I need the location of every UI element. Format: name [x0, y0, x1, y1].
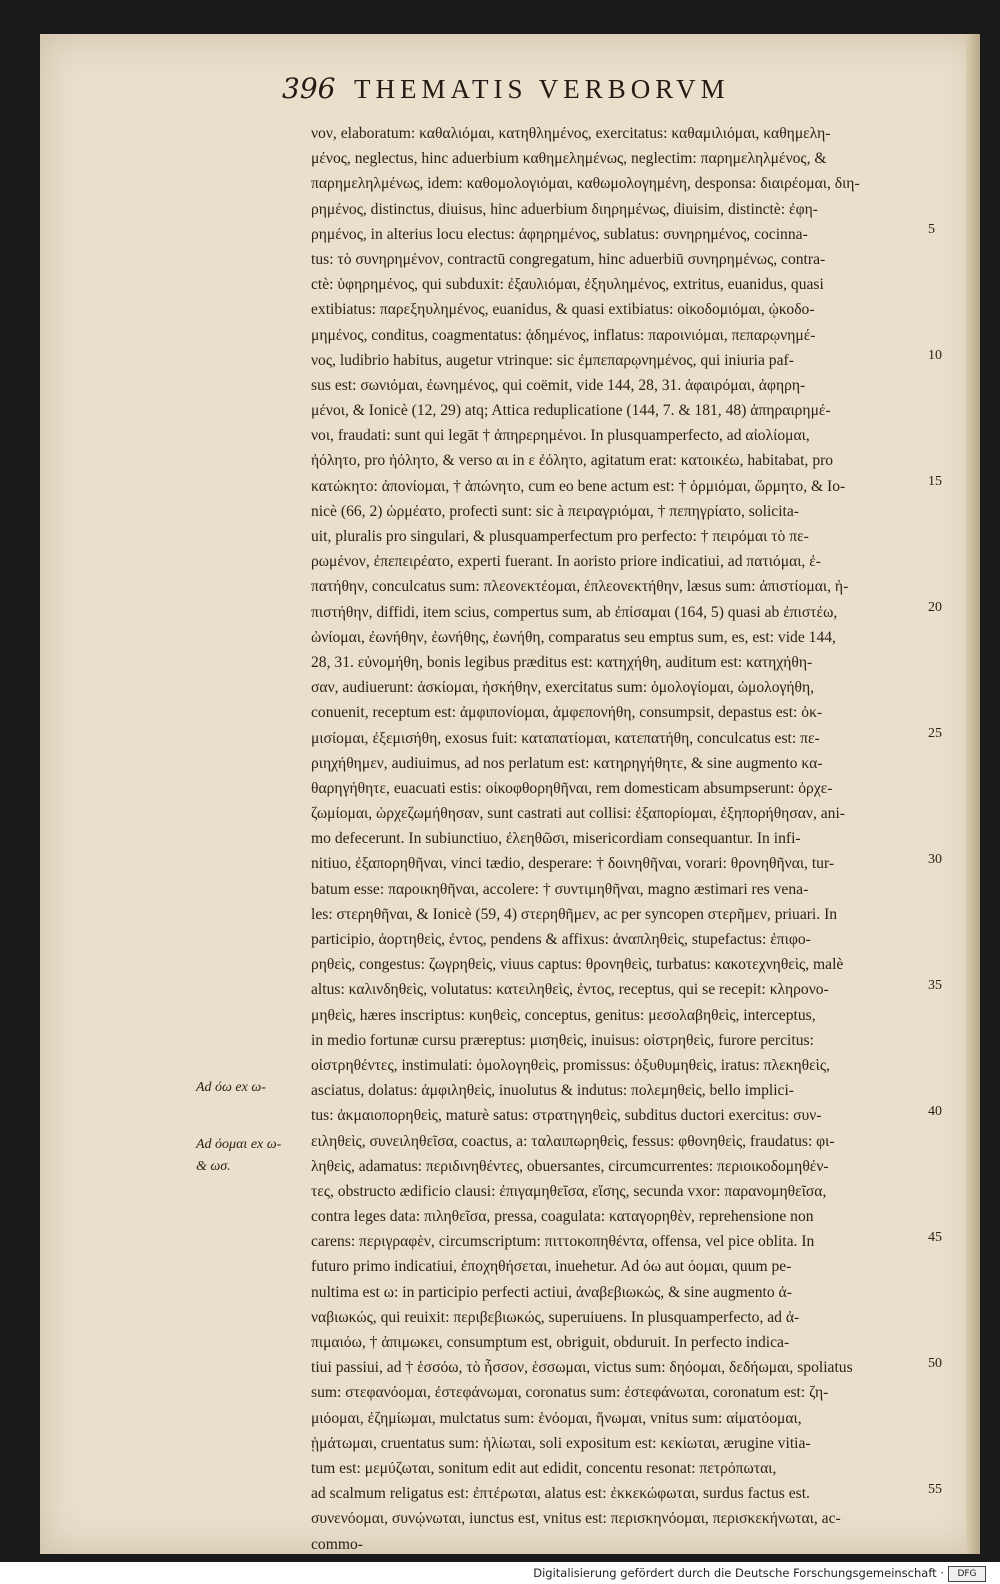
text-line: οἰστρηθέντες, instimulati: ὁμολογηθεὶς, promissus: ὀξυθυμηθεὶς, iratus: πλεκηθεὶς,: [311, 1056, 830, 1074]
text-line: μισίομαι, ἐξεμισήθη, exosus fuit: καταπατίομαι, κατεπατήθη, conculcatus est: πε-: [311, 729, 820, 747]
margin-note: & ωσ.: [196, 1159, 231, 1174]
text-line: uit, pluralis pro singulari, & plusquamperfectum pro perfecto: † πειρόμαι τὸ πε-: [311, 528, 809, 545]
running-title: THEMATIS VERBORVM: [354, 74, 730, 104]
text-line: commo-: [311, 1535, 363, 1553]
text-line: tiui passiui, ad † ἑσσόω, τὸ ἧσσον, ἑσσωμαι, victus sum: δηόομαι, δεδήωμαι, spoliatus: [311, 1359, 853, 1377]
text-line: carens: περιγραφὲν, circumscriptum: πιττοκοπηθέντα, offensa, vel pice oblita. In: [311, 1233, 815, 1251]
text-line: les: στερηθῆναι, & Ionicè (59, 4) στερηθῆμεν, ac per syncopen στερῆμεν, priuari. In: [311, 905, 838, 923]
text-line: τες, obstructo ædificio clausi: ἐπιγαμηθεῖσα, εἴσης, secunda vxor: παρανομηθεῖσα,: [311, 1182, 827, 1200]
text-line: ἠόλητο, pro ἠόλητο, & verso αι in ε ἐόλητο, agitatum erat: κατοικέω, habitabat, pro: [311, 452, 834, 470]
text-line: μένος, neglectus, hinc aduerbium καθημελημένως, neglectim: παρημεληλμένος, &: [311, 150, 827, 168]
text-line: ζωμίομαι, ὠρχεζωμήθησαν, sunt castrati aut collisi: ἐξαπορίομαι, ἐξηπορήθησαν, ani-: [311, 805, 845, 823]
text-line: tus: τὸ συνηρημένον, contractū congregatum, hinc aduerbiū συνηρημένως, contra-: [311, 250, 826, 268]
text-line: asciatus, dolatus: ἀμφιληθεὶς, inuolutus & indutus: πολεμηθεὶς, bello implici-: [311, 1082, 794, 1100]
line-number: 15: [928, 473, 942, 489]
text-line: in medio fortunæ cursu præreptus: μισηθεὶς, inuisus: οἰστρηθεὶς, furore percitus:: [311, 1031, 814, 1049]
dfg-logo: DFG: [948, 1566, 986, 1582]
text-line: κατώκητο: ἀπονίομαι, † ἀπώνητο, cum eo bene actum est: † ὁρμιόμαι, ὥρμητο, & Io-: [311, 477, 846, 495]
text-line: ληθεὶς, adamatus: περιδινηθέντες, obuersantes, circumcurrentes: περιοικοδομηθέν-: [311, 1157, 829, 1175]
text-line: μιόομαι, ἐζημίωμαι, mulctatus sum: ἑνόομαι, ἥνωμαι, vnitus sum: αἱματόομαι,: [311, 1409, 802, 1427]
text-line: conuenit, receptum est: ἀμφιπονίομαι, ἀμφεπονήθη, consumpsit, depastus est: ὀκ-: [311, 704, 823, 722]
text-line: altus: καλινδηθεὶς, volutatus: κατειληθεὶς, ἐντος, receptus, qui se recepit: κληρονο-: [311, 981, 829, 999]
text-line: ρηθεὶς, congestus: ζωγρηθεὶς, viuus captus: θρονηθεὶς, turbatus: κακοτεχνηθεὶς, malè: [311, 956, 844, 974]
text-line: σαν, audiuerunt: ἀσκίομαι, ἠσκήθην, exercitatus sum: ὁμολογίομαι, ὡμολογήθη,: [311, 679, 815, 697]
line-number: 55: [928, 1481, 942, 1497]
text-line: extibiatus: παρεξηυλημένος, euanidus, & quasi extibiatus: οἰκοδομιόμαι, ᾠκοδο-: [311, 301, 815, 319]
page-number: 396: [282, 72, 336, 105]
text-line: 28, 31. εὐνομήθη, bonis legibus præditus est: κατηχήθη, auditum est: κατηχήθη-: [311, 653, 813, 671]
text-line: νον, elaboratum: καθαλιόμαι, κατηθλημένος, exercitatus: καθαμιλιόμαι, καθημελη-: [311, 125, 831, 142]
text-line: batum esse: παροικηθῆναι, accolere: † συντιμηθῆναι, magno æstimari res vena-: [311, 880, 809, 898]
text-line: nultima est ω: in participio perfecti actiui, ἀναβεβιωκώς, & sine augmento ἀ-: [311, 1283, 792, 1301]
text-line: ᾑμάτωμαι, cruentatus sum: ἡλίωται, soli expositum est: κεκίωται, ærugine vitia-: [311, 1434, 811, 1452]
line-number: 35: [928, 977, 942, 993]
text-line: ναβιωκώς, qui reuixit: περιβεβιωκώς, superuiuens. In plusquamperfecto, ad ἀ-: [311, 1308, 800, 1326]
page-edge: [966, 34, 980, 1554]
margin-note: Ad όομαι ex ω-: [196, 1137, 282, 1152]
text-line: νοι, fraudati: sunt qui legāt † ἀπηρερημένοι. In plusquamperfecto, ad αἰολίομαι,: [311, 427, 810, 445]
text-line: sum: στεφανόομαι, ἐστεφάνωμαι, coronatus sum: ἐστεφάνωται, coronatum est: ζη-: [311, 1384, 829, 1402]
text-line: θαρηγήθητε, euacuati estis: οἰκοφθορηθῆναι, rem domesticam absumpserunt: ὀρχε-: [311, 779, 833, 797]
text-line: sus est: σωνιόμαι, ἐωνημένος, qui coëmit, vide 144, 28, 31. ἀφαιρόμαι, ἀφηρη-: [311, 376, 806, 394]
page-header: [282, 72, 882, 112]
text-line: πατήθην, conculcatus sum: πλεονεκτέομαι, ἐπλεονεκτήθην, læsus sum: ἀπιστίομαι, ἠ-: [311, 578, 849, 596]
text-line: tus: ἀκμαιοπορηθεὶς, maturè satus: στρατηγηθεὶς, subditus ductori exercitus: συν-: [311, 1107, 822, 1125]
text-line: ad scalmum religatus est: ἐπτέρωται, alatus est: ἐκκεκώφωται, surdus factus est.: [311, 1485, 810, 1503]
text-line: ειληθεὶς, συνειληθεῖσα, coactus, a: ταλαιπωρηθεὶς, fessus: φθονηθεὶς, fraudatus: φι-: [311, 1132, 835, 1150]
line-number: 5: [928, 221, 935, 237]
line-number: 45: [928, 1229, 942, 1245]
line-number: 25: [928, 725, 942, 741]
footer-credit: Digitalisierung gefördert durch die Deutsche Forschungsgemeinschaft ·: [533, 1566, 944, 1580]
text-line: πιστήθην, diffidi, item scius, compertus sum, ab ἐπίσαμαι (164, 5) quasi ab ἐπιστέω,: [311, 603, 838, 621]
text-line: μημένος, conditus, coagmentatus: ᾀδημένος, inflatus: παροινιόμαι, πεπαρῳνημέ-: [311, 326, 816, 344]
text-line: ριηχήθημεν, audiuimus, ad nos perlatum est: κατηρηγήθητε, & sine augmento κα-: [311, 754, 823, 772]
text-line: nitiuo, ἐξαπορηθῆναι, vinci tædio, desperare: † δοινηθῆναι, vorari: θρονηθῆναι, tur-: [311, 855, 835, 873]
text-line: ὠνίομαι, ἐωνήθην, ἐωνήθης, ἐωνήθη, comparatus seu emptus sum, es, est: vide 144,: [311, 628, 836, 646]
text-line: ρωμένον, ἐπεπειρέατο, experti fuerant. In aoristo priore indicatiui, ad πατιόμαι, ἐ-: [311, 553, 821, 571]
line-number: 50: [928, 1355, 942, 1371]
body-text: [311, 121, 923, 1557]
text-line: tum est: μεμύζωται, sonitum edit aut edidit, concentu resonat: πετρόπωται,: [311, 1459, 777, 1477]
text-line: ctè: ὑφηρημένος, qui subduxit: ἐξαυλιόμαι, ἐξηυλημένος, extritus, euanidus, quasi: [311, 276, 824, 294]
text-line: μηθεὶς, hæres inscriptus: κυηθεὶς, conceptus, genitus: μεσολαβηθεὶς, interceptus,: [311, 1006, 816, 1024]
line-number: 10: [928, 347, 942, 363]
text-line: μένοι, & Ionicè (12, 29) atq; Attica reduplicatione (144, 7. & 181, 48) ἀπηραιρημέ-: [311, 402, 831, 420]
text-line: συνενόομαι, συνῴνωται, iunctus est, vnitus est: περισκηνόομαι, περισκεκήνωται, ac-: [311, 1510, 841, 1528]
text-line: νος, ludibrio habitus, augetur vtrinque: sic ἐμπεπαρῳνημένος, qui iniuria paf-: [311, 351, 794, 369]
footer-bar: [0, 1562, 1000, 1584]
text-line: ρημένος, distinctus, diuisus, hinc aduerbium διηρημένως, diuisim, distinctè: ἐφη-: [311, 200, 818, 218]
margin-note: Ad όω ex ω-: [196, 1080, 266, 1095]
text-line: ρημένος, in alterius locu electus: ἀφηρημένος, sublatus: συνηρημένος, cocinna-: [311, 225, 808, 243]
line-number: 40: [928, 1103, 942, 1119]
text-line: πιμαιόω, † ἀπιμωκει, consumptum est, obriguit, obduruit. In perfecto indica-: [311, 1334, 790, 1351]
text-line: contra leges data: πιληθεῖσα, pressa, coagulata: καταγορηθὲν, reprehensione non: [311, 1208, 814, 1226]
text-line: nicè (66, 2) ὡρμέατο, profecti sunt: sic à πειραγριόμαι, † πεπηγρίατο, solicita-: [311, 502, 800, 520]
text-line: futuro primo indicatiui, ἐποχηθήσεται, inuehetur. Ad όω aut όομαι, quum pe-: [311, 1258, 792, 1276]
text-line: mo defecerunt. In subiunctiuo, ἐλεηθῶσι, misericordiam consequantur. In infi-: [311, 830, 801, 848]
line-number: 30: [928, 851, 942, 867]
text-line: παρημεληλμένως, idem: καθομολογιόμαι, καθωμολογημένη, desponsa: διαιρέομαι, διη-: [311, 175, 860, 193]
line-number: 20: [928, 599, 942, 615]
text-line: participio, ἀορτηθεὶς, ἐντος, pendens & affixus: ἀναπληθεὶς, stupefactus: ἐπιφο-: [311, 931, 811, 948]
